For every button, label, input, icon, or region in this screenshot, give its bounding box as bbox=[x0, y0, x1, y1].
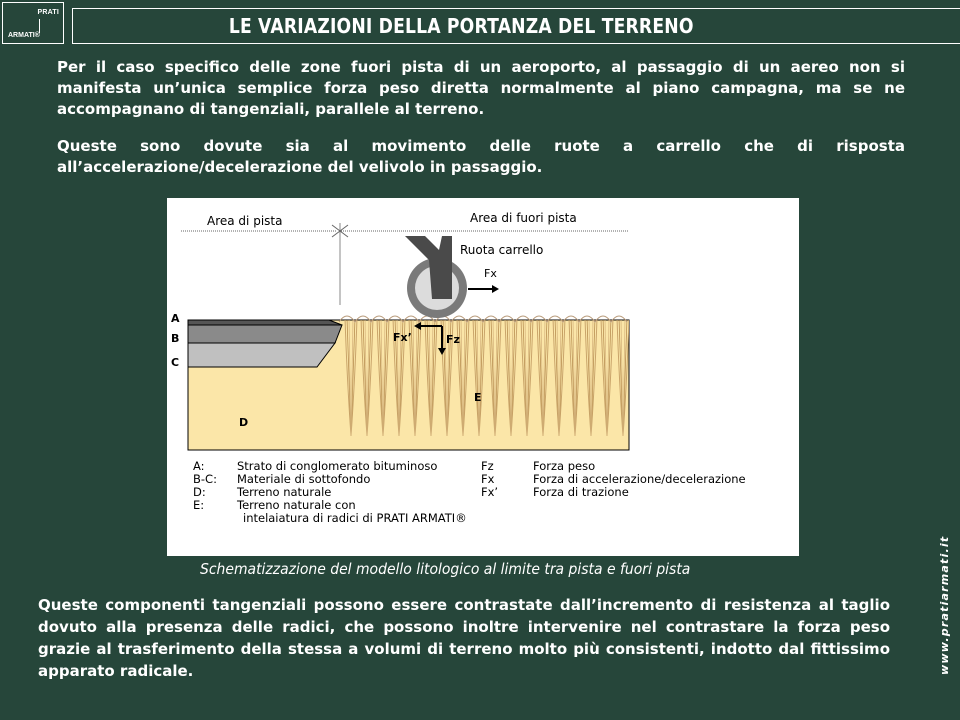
layer-e-label: E bbox=[474, 391, 482, 404]
legend-desc: Terreno naturale bbox=[237, 485, 332, 499]
legend-desc: Materiale di sottofondo bbox=[237, 472, 371, 486]
layer-c-label: C bbox=[171, 356, 180, 369]
area-pista-label: Area di pista bbox=[207, 214, 283, 228]
legend-symbol: Fx’ bbox=[481, 485, 499, 499]
layer-a-label: A bbox=[171, 312, 180, 325]
legend-key: A: bbox=[193, 459, 205, 473]
legend-key: D: bbox=[193, 485, 206, 499]
diagram-drawing bbox=[167, 198, 799, 458]
legend-symbol-desc: Forza di accelerazione/decelerazione bbox=[533, 472, 746, 486]
legend-desc: Terreno naturale con bbox=[237, 498, 356, 512]
lithology-diagram bbox=[167, 198, 799, 556]
force-fx-label: Fx bbox=[484, 267, 497, 280]
website-link[interactable]: www.pratiarmati.it bbox=[938, 535, 951, 675]
force-fz-label: Fz bbox=[446, 333, 460, 346]
legend-key: E: bbox=[193, 498, 205, 512]
title-banner bbox=[72, 8, 960, 44]
force-fx-prime-label: Fx’ bbox=[393, 331, 412, 344]
intro-paragraph-2: Queste sono dovute sia al movimento delle ruote a carrello che di risposta all’accelerazione/decelerazione del velivolo in passaggio. bbox=[57, 137, 905, 176]
legend-desc: Strato di conglomerato bituminoso bbox=[237, 459, 438, 473]
logo bbox=[2, 2, 64, 44]
legend-symbol: Fz bbox=[481, 459, 494, 473]
layer-d-label: D bbox=[239, 416, 249, 429]
legend-desc: intelaiatura di radici di PRATI ARMATI® bbox=[243, 511, 467, 525]
page-title: LE VARIAZIONI DELLA PORTANZA DEL TERRENO bbox=[229, 14, 694, 38]
figure-caption: Schematizzazione del modello litologico al limite tra pista e fuori pista bbox=[200, 560, 691, 578]
wheel-label: Ruota carrello bbox=[460, 243, 544, 257]
legend-symbol: Fx bbox=[481, 472, 495, 486]
area-fuori-pista-label: Area di fuori pista bbox=[470, 211, 577, 225]
legend-key: B-C: bbox=[193, 472, 217, 486]
intro-paragraph-1: Per il caso specifico delle zone fuori pista di un aeroporto, al passaggio di un aereo non si manifesta un’unica semplice forza peso diretta normalmente al piano campagna, ma se ne accompagnano di tangenziali, parallele al terreno. bbox=[57, 58, 905, 118]
logo-divider bbox=[39, 19, 40, 33]
conclusion-paragraph: Queste componenti tangenziali possono essere contrastate dall’incremento di resistenza al taglio dovuto alla presenza delle radici, che possono inoltre intervenire nel contrastare la forza peso grazie al trasferimento della stessa a volumi di terreno molto più consistenti, indotto dal fittissimo apparato radicale. bbox=[38, 596, 890, 680]
legend-symbol-desc: Forza di trazione bbox=[533, 485, 629, 499]
logo-bottom-text: ARMATI® bbox=[8, 32, 40, 39]
logo-top-text: PRATI bbox=[37, 9, 59, 16]
legend-symbol-desc: Forza peso bbox=[533, 459, 596, 473]
layer-b-label: B bbox=[171, 332, 180, 345]
